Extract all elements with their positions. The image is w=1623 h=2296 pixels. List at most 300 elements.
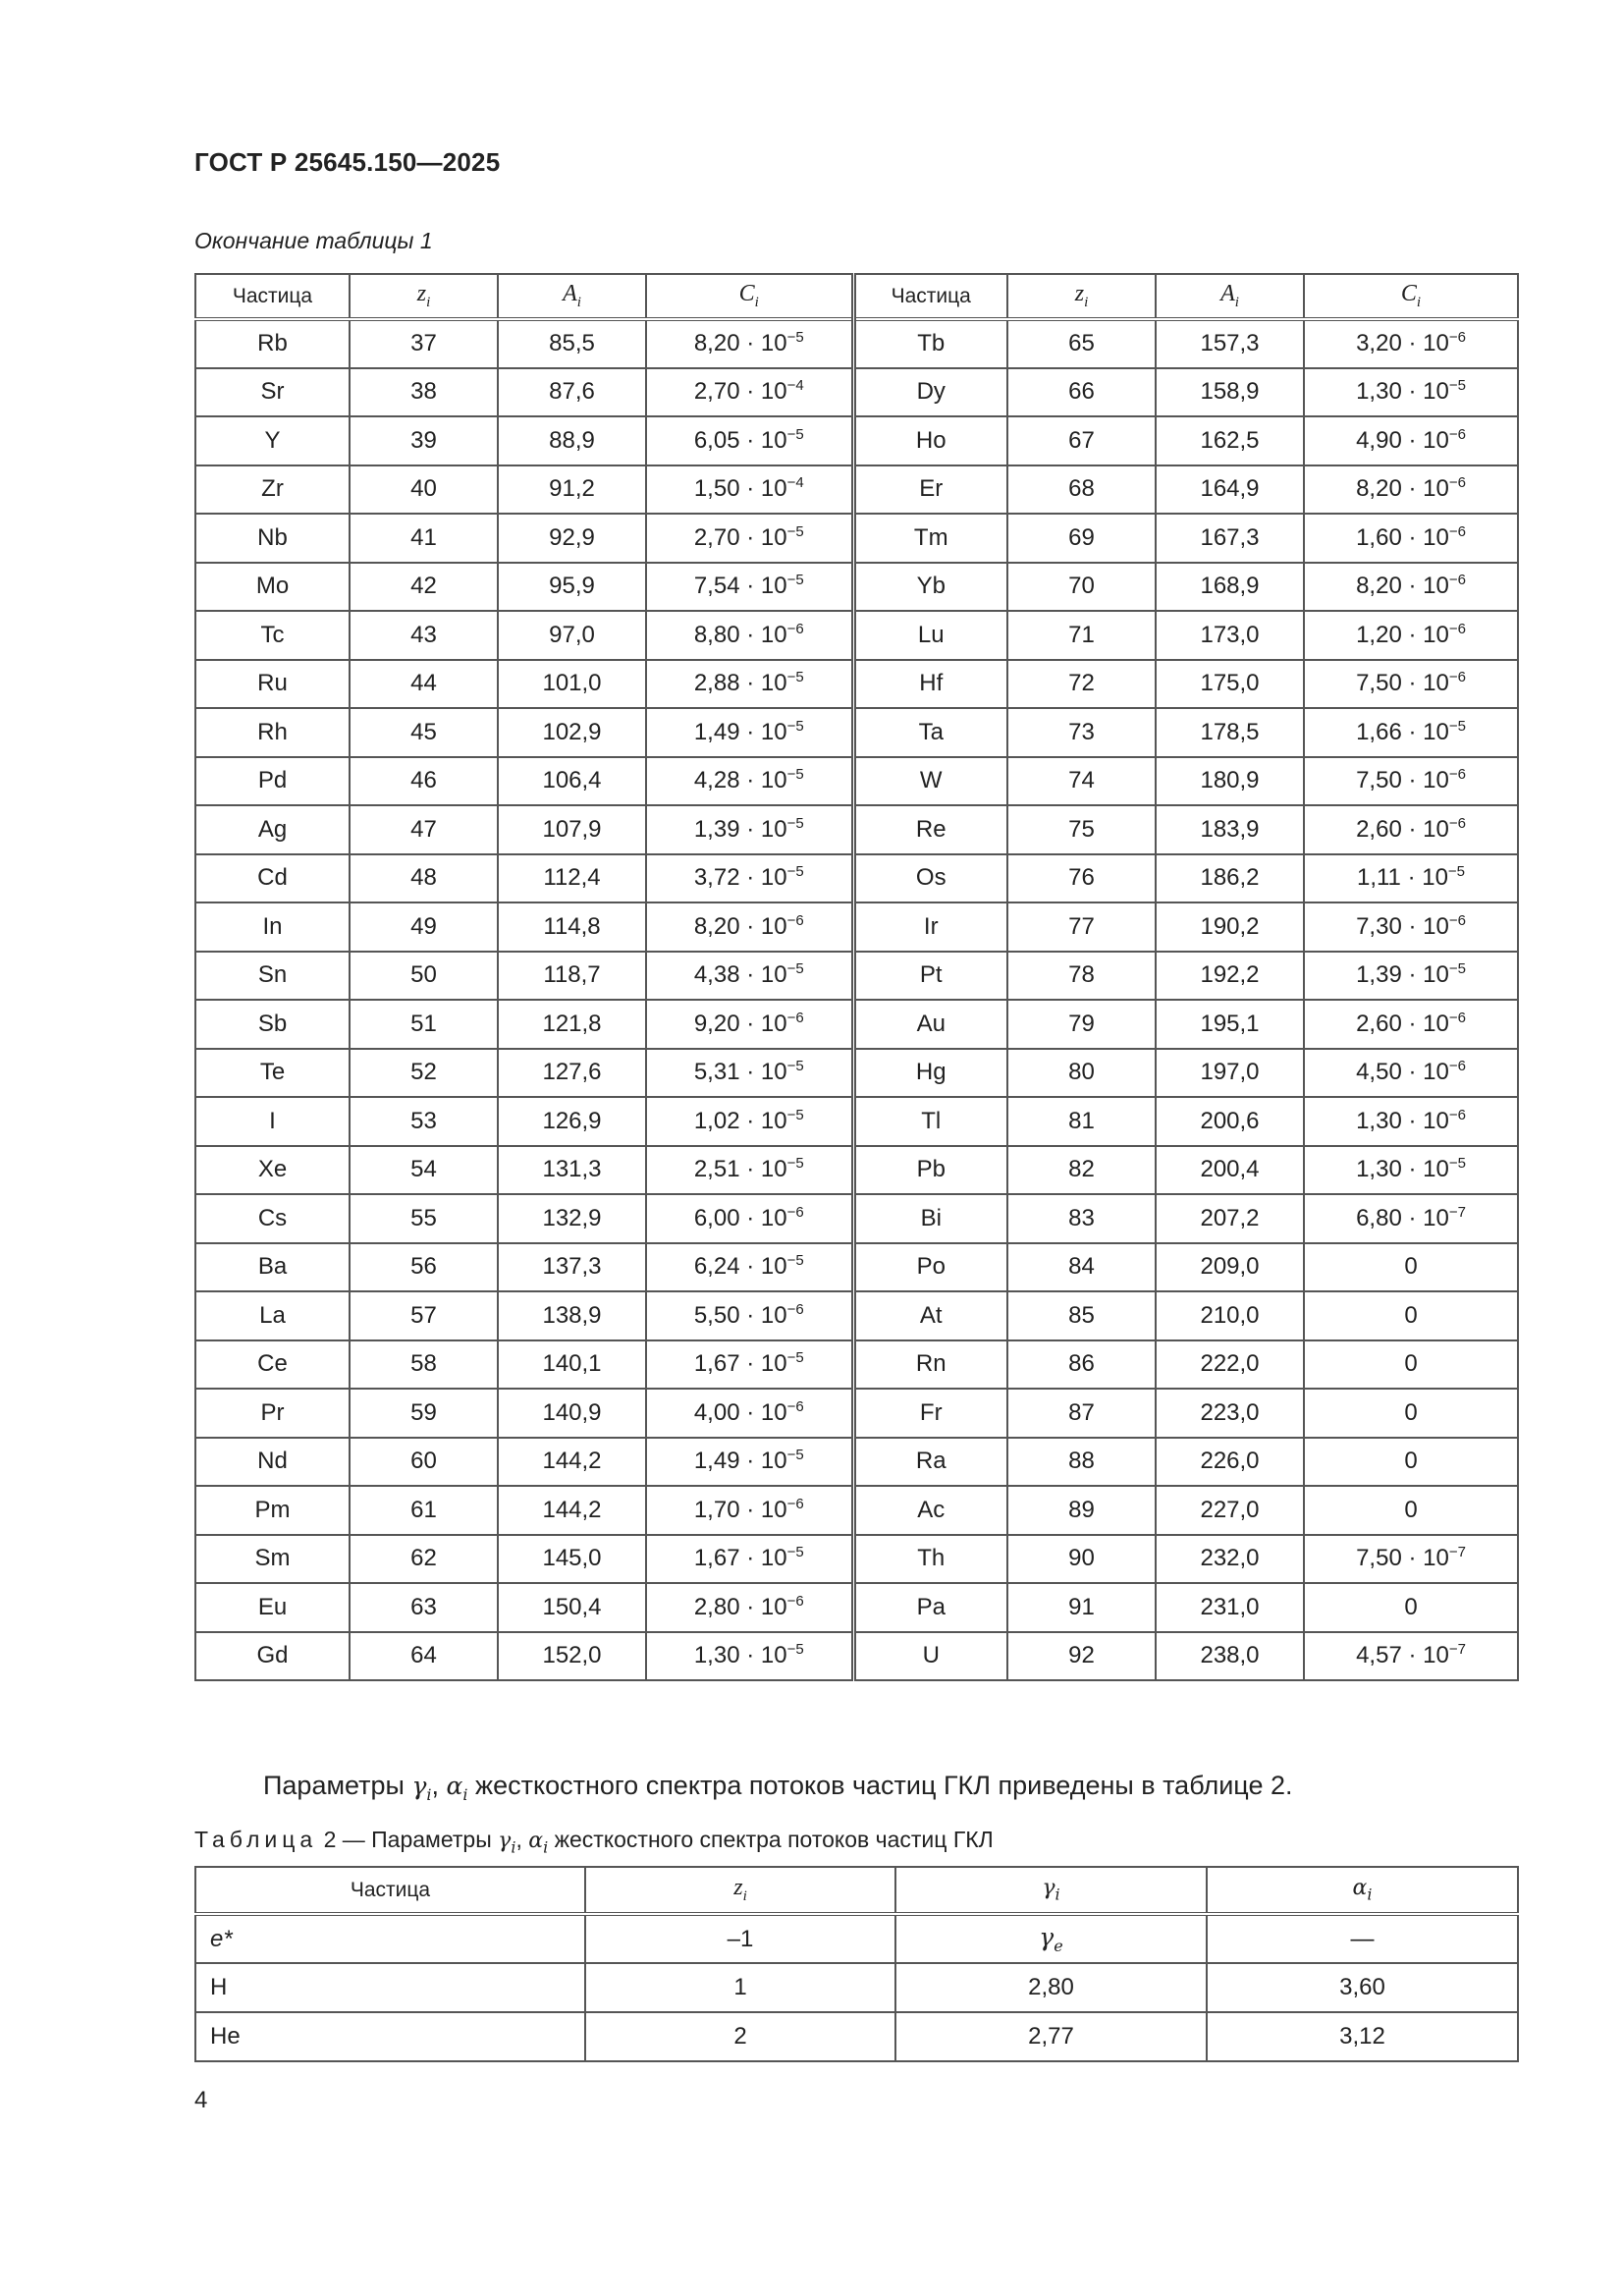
c-mantissa: 6,05 · 10: [693, 426, 787, 454]
z-cell: 53: [350, 1097, 498, 1146]
particle-cell: Pa: [853, 1583, 1007, 1632]
c-cell: [1304, 1438, 1518, 1487]
c-mantissa: 2,51 · 10: [693, 1156, 787, 1183]
particle-cell: Sm: [195, 1535, 350, 1584]
c-exponent: −5: [786, 960, 804, 978]
particle-cell: Sb: [195, 1000, 350, 1049]
c-mantissa: 2,70 · 10: [693, 523, 787, 551]
c-cell: [646, 854, 853, 903]
z-cell: 90: [1007, 1535, 1156, 1584]
c-cell: [646, 1146, 853, 1195]
c-cell: [1304, 1000, 1518, 1049]
particle-cell: Ir: [853, 902, 1007, 952]
c-cell: [1304, 1389, 1518, 1438]
c-mantissa: 7,50 · 10: [1356, 670, 1449, 697]
c-exponent: −5: [786, 425, 804, 443]
document-header: ГОСТ Р 25645.150—2025: [194, 147, 501, 177]
table-row: [195, 1914, 1518, 1963]
c-mantissa: 0: [1404, 1448, 1418, 1475]
z-cell: –1: [585, 1914, 895, 1963]
c-mantissa: 2,80 · 10: [693, 1593, 787, 1620]
particle-cell: Sr: [195, 368, 350, 417]
alpha-cell: 3,12: [1207, 2012, 1518, 2061]
c-exponent: −7: [1448, 1203, 1466, 1221]
particle-cell: Eu: [195, 1583, 350, 1632]
z-cell: 75: [1007, 805, 1156, 854]
a-cell: 145,0: [498, 1535, 646, 1584]
z-cell: 88: [1007, 1438, 1156, 1487]
table-row: [195, 2012, 1518, 2061]
c-exponent: −6: [786, 620, 804, 637]
a-cell: 186,2: [1156, 854, 1304, 903]
c-exponent: −5: [1448, 1155, 1466, 1173]
z-cell: 78: [1007, 952, 1156, 1001]
c-cell: [646, 416, 853, 465]
c-mantissa: 1,30 · 10: [1356, 378, 1449, 406]
c-cell: [646, 1194, 853, 1243]
particle-cell: Po: [853, 1243, 1007, 1292]
c-cell: [646, 1000, 853, 1049]
a-cell: 140,9: [498, 1389, 646, 1438]
c-exponent: −5: [1448, 960, 1466, 978]
c-exponent: −5: [1448, 717, 1466, 735]
c-mantissa: 2,70 · 10: [693, 378, 787, 406]
c-exponent: −5: [786, 1106, 804, 1123]
z-cell: 44: [350, 660, 498, 709]
page-number: 4: [194, 2087, 208, 2113]
c-exponent: −5: [786, 814, 804, 832]
z-cell: 72: [1007, 660, 1156, 709]
c-mantissa: 8,20 · 10: [1356, 475, 1449, 503]
c-cell: [646, 1291, 853, 1340]
z-cell: 39: [350, 416, 498, 465]
a-cell: 88,9: [498, 416, 646, 465]
a-cell: 137,3: [498, 1243, 646, 1292]
particle-cell: Hg: [853, 1049, 1007, 1098]
a-cell: 95,9: [498, 563, 646, 612]
column-header-gamma: $\gamma_i$: [895, 1867, 1207, 1914]
particle-cell: Ra: [853, 1438, 1007, 1487]
a-cell: 200,4: [1156, 1146, 1304, 1195]
a-cell: 223,0: [1156, 1389, 1304, 1438]
z-cell: 45: [350, 708, 498, 757]
particle-cell: In: [195, 902, 350, 952]
particle-cell: Cs: [195, 1194, 350, 1243]
particle-cell: Te: [195, 1049, 350, 1098]
c-mantissa: 6,00 · 10: [693, 1204, 787, 1231]
c-cell: [1304, 1097, 1518, 1146]
table-row: [195, 1535, 1518, 1584]
z-cell: 63: [350, 1583, 498, 1632]
c-exponent: −5: [786, 329, 804, 347]
table-row: [195, 854, 1518, 903]
z-cell: 83: [1007, 1194, 1156, 1243]
particle-cell: e*: [195, 1914, 585, 1963]
column-header-alpha: $\alpha_i$: [1207, 1867, 1518, 1914]
column-header-c: $C_i$: [1304, 274, 1518, 319]
c-mantissa: 5,50 · 10: [693, 1301, 787, 1329]
c-cell: [1304, 757, 1518, 806]
particle-cell: Os: [853, 854, 1007, 903]
column-header-particle: Частица: [195, 1867, 585, 1914]
c-mantissa: 2,60 · 10: [1356, 815, 1449, 843]
table-row: [195, 1486, 1518, 1535]
particle-cell: Au: [853, 1000, 1007, 1049]
c-exponent: −6: [1448, 1106, 1466, 1123]
c-mantissa: 1,39 · 10: [1356, 961, 1449, 989]
a-cell: 190,2: [1156, 902, 1304, 952]
c-exponent: −6: [1448, 766, 1466, 784]
z-cell: 52: [350, 1049, 498, 1098]
z-cell: 82: [1007, 1146, 1156, 1195]
c-cell: [646, 611, 853, 660]
a-cell: 97,0: [498, 611, 646, 660]
a-cell: 101,0: [498, 660, 646, 709]
particle-cell: Lu: [853, 611, 1007, 660]
c-mantissa: 1,50 · 10: [693, 475, 787, 503]
z-cell: 85: [1007, 1291, 1156, 1340]
c-exponent: −5: [786, 1252, 804, 1270]
table-row: [195, 514, 1518, 563]
c-exponent: −5: [786, 1349, 804, 1367]
table-row: [195, 1049, 1518, 1098]
z-cell: 80: [1007, 1049, 1156, 1098]
c-cell: [646, 368, 853, 417]
particle-cell: Pm: [195, 1486, 350, 1535]
a-cell: 197,0: [1156, 1049, 1304, 1098]
z-cell: 74: [1007, 757, 1156, 806]
z-cell: 61: [350, 1486, 498, 1535]
a-cell: 200,6: [1156, 1097, 1304, 1146]
c-exponent: −6: [1448, 425, 1466, 443]
c-exponent: −6: [786, 1495, 804, 1512]
a-cell: 131,3: [498, 1146, 646, 1195]
c-exponent: −5: [786, 766, 804, 784]
particle-cell: Pt: [853, 952, 1007, 1001]
particle-cell: Tl: [853, 1097, 1007, 1146]
z-cell: 47: [350, 805, 498, 854]
particle-cell: Bi: [853, 1194, 1007, 1243]
alpha-cell: 3,60: [1207, 1963, 1518, 2012]
c-mantissa: 6,24 · 10: [693, 1253, 787, 1281]
c-cell: [646, 902, 853, 952]
particle-cell: Ta: [853, 708, 1007, 757]
c-cell: [646, 1632, 853, 1681]
z-cell: 1: [585, 1963, 895, 2012]
c-mantissa: 0: [1404, 1253, 1418, 1281]
particle-cell: He: [195, 2012, 585, 2061]
a-cell: 158,9: [1156, 368, 1304, 417]
c-mantissa: 0: [1404, 1301, 1418, 1329]
c-cell: [1304, 416, 1518, 465]
parameters-table: [194, 1866, 1519, 2062]
particle-cell: W: [853, 757, 1007, 806]
c-cell: [1304, 611, 1518, 660]
c-cell: [1304, 708, 1518, 757]
particle-cell: Th: [853, 1535, 1007, 1584]
z-cell: 50: [350, 952, 498, 1001]
c-cell: [646, 660, 853, 709]
c-exponent: −5: [786, 1544, 804, 1561]
c-exponent: −5: [786, 1058, 804, 1075]
table-row: [195, 416, 1518, 465]
c-mantissa: 4,28 · 10: [693, 767, 787, 794]
c-cell: [646, 1389, 853, 1438]
z-cell: 49: [350, 902, 498, 952]
table-row: [195, 465, 1518, 515]
z-cell: 86: [1007, 1340, 1156, 1390]
gamma-cell: [895, 1963, 1207, 2012]
table-row: [195, 805, 1518, 854]
particle-cell: Pb: [853, 1146, 1007, 1195]
c-mantissa: 1,66 · 10: [1356, 718, 1449, 745]
table-row: [195, 319, 1518, 368]
particle-cell: Pr: [195, 1389, 350, 1438]
c-cell: [1304, 514, 1518, 563]
z-cell: 71: [1007, 611, 1156, 660]
c-cell: [646, 1486, 853, 1535]
c-mantissa: 8,80 · 10: [693, 621, 787, 648]
a-cell: 150,4: [498, 1583, 646, 1632]
c-cell: [646, 1438, 853, 1487]
c-cell: [1304, 1146, 1518, 1195]
c-cell: [646, 1097, 853, 1146]
c-exponent: −5: [1447, 863, 1466, 881]
c-cell: [646, 1535, 853, 1584]
a-cell: 192,2: [1156, 952, 1304, 1001]
c-cell: [646, 1583, 853, 1632]
c-mantissa: 4,50 · 10: [1356, 1059, 1449, 1086]
table-row: [195, 660, 1518, 709]
c-mantissa: 1,30 · 10: [1356, 1107, 1449, 1134]
column-header-c: $C_i$: [646, 274, 853, 319]
c-exponent: −5: [786, 669, 804, 686]
z-cell: 58: [350, 1340, 498, 1390]
particle-cell: Ru: [195, 660, 350, 709]
table-row: [195, 1291, 1518, 1340]
c-mantissa: 8,20 · 10: [693, 912, 787, 940]
c-exponent: −6: [786, 1592, 804, 1610]
c-exponent: −5: [786, 1155, 804, 1173]
c-mantissa: 6,80 · 10: [1356, 1204, 1449, 1231]
a-cell: 102,9: [498, 708, 646, 757]
particle-cell: Xe: [195, 1146, 350, 1195]
a-cell: 152,0: [498, 1632, 646, 1681]
gamma-subscript: e: [1054, 1937, 1063, 1955]
c-cell: [646, 319, 853, 368]
c-cell: [1304, 465, 1518, 515]
c-cell: [1304, 1194, 1518, 1243]
particle-cell: Sn: [195, 952, 350, 1001]
z-cell: 40: [350, 465, 498, 515]
particle-cell: Ag: [195, 805, 350, 854]
c-cell: [1304, 660, 1518, 709]
particle-cell: Gd: [195, 1632, 350, 1681]
c-mantissa: 5,31 · 10: [693, 1059, 787, 1086]
particle-cell: Hf: [853, 660, 1007, 709]
table-row: [195, 1389, 1518, 1438]
z-cell: 79: [1007, 1000, 1156, 1049]
c-cell: [646, 805, 853, 854]
c-exponent: −4: [786, 474, 804, 492]
a-cell: 227,0: [1156, 1486, 1304, 1535]
c-mantissa: 1,60 · 10: [1356, 523, 1449, 551]
column-header-a: $A_i$: [1156, 274, 1304, 319]
particle-cell: U: [853, 1632, 1007, 1681]
a-cell: 231,0: [1156, 1583, 1304, 1632]
particle-cell: Dy: [853, 368, 1007, 417]
a-cell: 114,8: [498, 902, 646, 952]
particle-cell: Ce: [195, 1340, 350, 1390]
particle-cell: Tb: [853, 319, 1007, 368]
z-cell: 70: [1007, 563, 1156, 612]
table-row: [195, 368, 1518, 417]
c-exponent: −6: [1448, 1009, 1466, 1026]
c-exponent: −6: [1448, 1058, 1466, 1075]
table-row: [195, 757, 1518, 806]
alpha-cell: —: [1207, 1914, 1518, 1963]
c-mantissa: 7,30 · 10: [1356, 912, 1449, 940]
table-row: [195, 708, 1518, 757]
z-cell: 65: [1007, 319, 1156, 368]
c-exponent: −7: [1448, 1544, 1466, 1561]
particle-cell: Zr: [195, 465, 350, 515]
z-cell: 66: [1007, 368, 1156, 417]
c-exponent: −5: [786, 717, 804, 735]
a-cell: 138,9: [498, 1291, 646, 1340]
c-mantissa: 1,67 · 10: [693, 1545, 787, 1572]
particle-cell: Cd: [195, 854, 350, 903]
c-mantissa: 2,88 · 10: [693, 670, 787, 697]
table-row: [195, 1194, 1518, 1243]
c-mantissa: 4,57 · 10: [1356, 1642, 1449, 1669]
particle-cell: Ac: [853, 1486, 1007, 1535]
c-mantissa: 0: [1404, 1593, 1418, 1620]
particle-cell: Ho: [853, 416, 1007, 465]
c-cell: [1304, 1632, 1518, 1681]
column-header-z: $z_i$: [1007, 274, 1156, 319]
c-cell: [1304, 805, 1518, 854]
a-cell: 232,0: [1156, 1535, 1304, 1584]
c-cell: [646, 563, 853, 612]
c-exponent: −5: [786, 1447, 804, 1464]
z-cell: 64: [350, 1632, 498, 1681]
c-cell: [646, 757, 853, 806]
z-cell: 84: [1007, 1243, 1156, 1292]
c-mantissa: 8,20 · 10: [693, 330, 787, 357]
table2-title: Таблица 2 — Параметры $\gamma_i$, $\alpha_i$ жесткостного спектра потоков частиц ГКЛ: [194, 1827, 994, 1857]
a-cell: 92,9: [498, 514, 646, 563]
z-cell: 91: [1007, 1583, 1156, 1632]
c-exponent: −6: [786, 1300, 804, 1318]
a-cell: 106,4: [498, 757, 646, 806]
column-header-z: $z_i$: [350, 274, 498, 319]
particle-cell: Re: [853, 805, 1007, 854]
c-cell: [1304, 1049, 1518, 1098]
a-cell: 91,2: [498, 465, 646, 515]
a-cell: 167,3: [1156, 514, 1304, 563]
particle-cell: Y: [195, 416, 350, 465]
table-row: [195, 1583, 1518, 1632]
c-mantissa: 7,54 · 10: [693, 573, 787, 600]
c-exponent: −6: [1448, 814, 1466, 832]
c-exponent: −6: [1448, 522, 1466, 540]
c-mantissa: 7,50 · 10: [1356, 767, 1449, 794]
c-cell: [1304, 1243, 1518, 1292]
particle-cell: Nb: [195, 514, 350, 563]
c-cell: [1304, 1291, 1518, 1340]
c-mantissa: 9,20 · 10: [693, 1010, 787, 1037]
c-mantissa: 1,70 · 10: [693, 1496, 787, 1523]
a-cell: 173,0: [1156, 611, 1304, 660]
c-cell: [646, 1243, 853, 1292]
z-cell: 59: [350, 1389, 498, 1438]
gamma-value: 2,77: [1028, 2023, 1074, 2050]
column-header-z: $z_i$: [585, 1867, 895, 1914]
c-cell: [1304, 952, 1518, 1001]
a-cell: 210,0: [1156, 1291, 1304, 1340]
particle-cell: Yb: [853, 563, 1007, 612]
a-cell: 195,1: [1156, 1000, 1304, 1049]
z-cell: 55: [350, 1194, 498, 1243]
c-cell: [1304, 902, 1518, 952]
c-mantissa: 4,38 · 10: [693, 961, 787, 989]
z-cell: 87: [1007, 1389, 1156, 1438]
z-cell: 56: [350, 1243, 498, 1292]
c-mantissa: 1,02 · 10: [693, 1107, 787, 1134]
elements-table: [194, 273, 1519, 1681]
z-cell: 54: [350, 1146, 498, 1195]
a-cell: 238,0: [1156, 1632, 1304, 1681]
c-cell: [1304, 1583, 1518, 1632]
c-cell: [1304, 319, 1518, 368]
c-exponent: −5: [786, 572, 804, 589]
c-exponent: −6: [1448, 329, 1466, 347]
c-exponent: −5: [786, 863, 804, 881]
c-exponent: −6: [786, 1203, 804, 1221]
c-mantissa: 3,20 · 10: [1356, 330, 1449, 357]
a-cell: 127,6: [498, 1049, 646, 1098]
z-cell: 76: [1007, 854, 1156, 903]
a-cell: 162,5: [1156, 416, 1304, 465]
a-cell: 226,0: [1156, 1438, 1304, 1487]
c-exponent: −7: [1448, 1641, 1466, 1659]
a-cell: 207,2: [1156, 1194, 1304, 1243]
a-cell: 126,9: [498, 1097, 646, 1146]
table-row: [195, 1632, 1518, 1681]
z-cell: 77: [1007, 902, 1156, 952]
a-cell: 222,0: [1156, 1340, 1304, 1390]
table-row: [195, 1340, 1518, 1390]
c-mantissa: 1,39 · 10: [693, 815, 787, 843]
column-header-particle: Частица: [853, 274, 1007, 319]
c-exponent: −5: [1448, 377, 1466, 395]
c-mantissa: 4,90 · 10: [1356, 426, 1449, 454]
table-row: [195, 611, 1518, 660]
c-mantissa: 0: [1404, 1350, 1418, 1378]
gamma-cell: [895, 2012, 1207, 2061]
particle-cell: Rn: [853, 1340, 1007, 1390]
z-cell: 67: [1007, 416, 1156, 465]
a-cell: 180,9: [1156, 757, 1304, 806]
z-cell: 92: [1007, 1632, 1156, 1681]
z-cell: 42: [350, 563, 498, 612]
c-exponent: −6: [786, 1397, 804, 1415]
c-mantissa: 0: [1404, 1398, 1418, 1426]
z-cell: 51: [350, 1000, 498, 1049]
z-cell: 2: [585, 2012, 895, 2061]
z-cell: 48: [350, 854, 498, 903]
